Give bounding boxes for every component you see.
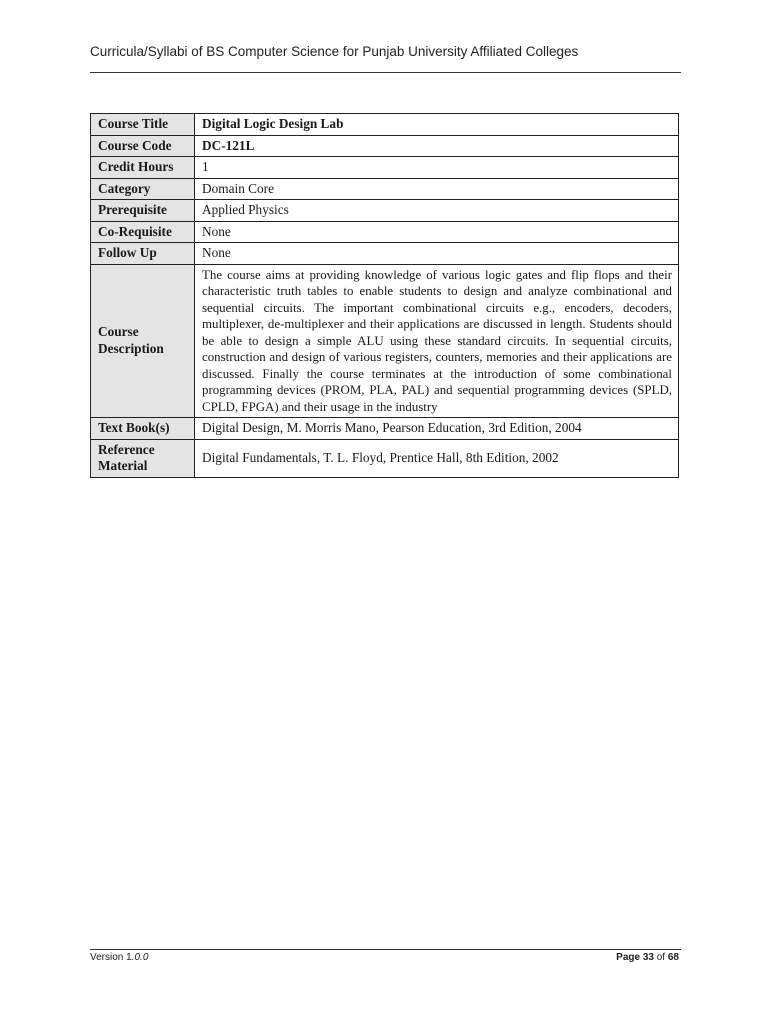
category-value: Domain Core bbox=[195, 178, 679, 200]
table-row bbox=[91, 157, 679, 179]
table-row bbox=[91, 243, 679, 265]
page-label: Page bbox=[616, 952, 641, 963]
page-number bbox=[616, 952, 679, 963]
course-code-value: DC-121L bbox=[195, 135, 679, 157]
course-title-value: Digital Logic Design Lab bbox=[195, 114, 679, 136]
table-row bbox=[91, 264, 679, 418]
follow-up-label: Follow Up bbox=[91, 243, 195, 265]
table-row bbox=[91, 114, 679, 136]
course-title-label: Course Title bbox=[91, 114, 195, 136]
version-label bbox=[90, 952, 148, 963]
text-books-value: Digital Design, M. Morris Mano, Pearson Education, 3rd Edition, 2004 bbox=[195, 418, 679, 440]
table-row bbox=[91, 178, 679, 200]
co-requisite-label: Co-Requisite bbox=[91, 221, 195, 243]
table-row bbox=[91, 135, 679, 157]
text-books-label: Text Book(s) bbox=[91, 418, 195, 440]
page-header: Curricula/Syllabi of BS Computer Science for Punjab University Affiliated Colleges bbox=[90, 44, 579, 59]
course-table bbox=[90, 113, 679, 478]
version-suffix: .0.0 bbox=[131, 952, 149, 963]
version-text: Version 1 bbox=[90, 952, 132, 963]
footer-divider bbox=[90, 949, 681, 950]
prerequisite-label: Prerequisite bbox=[91, 200, 195, 222]
page-of-label: of bbox=[656, 952, 666, 963]
course-code-label: Course Code bbox=[91, 135, 195, 157]
page-current: 33 bbox=[642, 952, 654, 963]
reference-material-value: Digital Fundamentals, T. L. Floyd, Prentice Hall, 8th Edition, 2002 bbox=[195, 439, 679, 477]
category-label: Category bbox=[91, 178, 195, 200]
credit-hours-value: 1 bbox=[195, 157, 679, 179]
table-row bbox=[91, 439, 679, 477]
prerequisite-value: Applied Physics bbox=[195, 200, 679, 222]
course-description-value: The course aims at providing knowledge of various logic gates and flip flops and their characteristic truth tables to enable students to design and analyze combinational and sequential circuits. The important combinational circuits e.g., encoders, decoders, multiplexer, de-multiplexer and their applications are discussed in length. Students should be able to design a simple ALU using these standard circuits. In sequential circuits, construction and design of various registers, counters, memories and their applications are discussed. Finally the course terminates at the introduction of some combinational programming devices (PROM, PLA, PAL) and sequential programming devices (SPLD, CPLD, FPGA) and their usage in the industry bbox=[195, 264, 679, 418]
course-description-label: Course Description bbox=[91, 264, 195, 418]
table-row bbox=[91, 418, 679, 440]
follow-up-value: None bbox=[195, 243, 679, 265]
table-row bbox=[91, 200, 679, 222]
header-divider bbox=[90, 72, 681, 73]
credit-hours-label: Credit Hours bbox=[91, 157, 195, 179]
table-row bbox=[91, 221, 679, 243]
page-total: 68 bbox=[667, 952, 679, 963]
reference-material-label: Reference Material bbox=[91, 439, 195, 477]
co-requisite-value: None bbox=[195, 221, 679, 243]
